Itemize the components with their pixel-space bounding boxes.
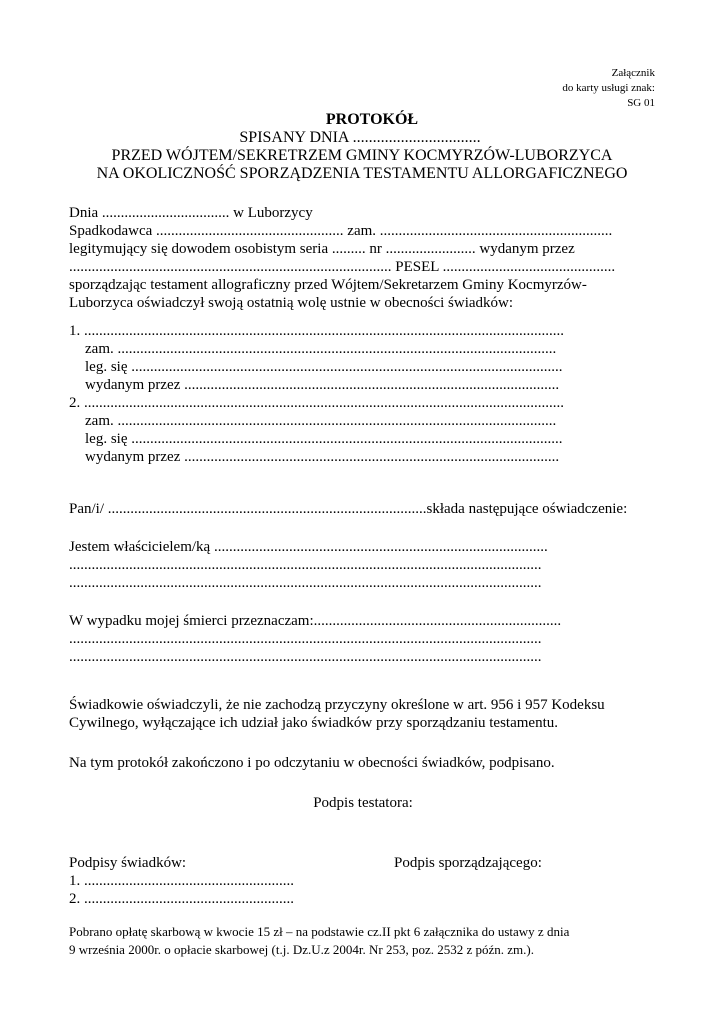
declaration-line-2: Cywilnego, wyłączające ich udział jako świadków przy sporządzaniu testamentu. [69,715,558,731]
bequest-line: W wypadku mojej śmierci przeznaczam:.................................................................. [69,613,562,629]
witness-signature-1: 1. ........................................................ [69,873,294,889]
pesel-line: ...................................................................................... PESEL .............................................. [69,259,616,275]
annex-label: Załącznik [611,67,655,79]
fee-line-2: 9 września 2000r. o opłacie skarbowej (t.j. Dz.U.z 2004r. Nr 253, poz. 2532 z późn. zm.). [69,942,534,957]
witness-2-address-line: zam. ..................................................................................................................... [85,413,557,429]
ownership-line: Jestem właścicielem/ką ......................................................................................... [69,539,548,555]
annex-note [562,66,655,111]
title-occasion-line: NA OKOLICZNOŚĆ SPORZĄDZENIA TESTAMENTU ALLORGAFICZNEGO [96,165,628,182]
witness-2-name-line: 2. ................................................................................................................................ [69,395,564,411]
witness-block-2 [69,394,657,466]
document-body [69,204,657,960]
ownership-dots-1: .............................................................................................................................. [69,557,542,573]
annex-code: SG 01 [627,97,655,109]
title-date-line: SPISANY DNIA ................................ [239,129,481,146]
witness-signature-2: 2. ........................................................ [69,891,294,907]
signatures-section [69,854,657,908]
ownership-block [69,538,657,592]
title-before-line: PRZED WÓJTEM/SEKRETRZEM GMINY KOCMYRZÓW-LUBORZYCA [111,147,613,164]
intro-text-line-1: sporządzając testament allograficzny przed Wójtem/Sekretarzem Gminy Kocmyrzów- [69,277,587,293]
document-title [0,110,724,183]
witness-declaration [69,696,657,732]
ownership-dots-2: .............................................................................................................................. [69,575,542,591]
witness-2-issued-line: wydanym przez .................................................................................................... [85,449,560,465]
title-protocol: PROTOKÓŁ [325,111,419,128]
declaration-line-1: Świadkowie oświadczyli, że nie zachodzą przyczyny określone w art. 956 i 957 Kodeksu [69,697,605,713]
witness-2-id-line: leg. się ................................................................................................................... [85,431,563,447]
id-document-line: legitymujący się dowodem osobistym seria ......... nr ........................ wydanym przez [69,241,575,257]
bequest-dots-2: .............................................................................................................................. [69,649,542,665]
testator-line: Spadkodawca .................................................. zam. .............................................................. [69,223,613,239]
bequest-dots-1: .............................................................................................................................. [69,631,542,647]
declarant-line: Pan/i/ .....................................................................................składa następujące oświadczenie: [69,501,628,517]
witness-signatures [69,854,294,908]
preparer-signature-label: Podpis sporządzającego: [394,855,542,871]
bequest-block [69,612,657,666]
testator-signature-label: Podpis testatora: [313,795,413,811]
witness-1-issued-line: wydanym przez .................................................................................................... [85,377,560,393]
closing-line: Na tym protokół zakończono i po odczytaniu w obecności świadków, podpisano. [69,755,555,771]
witness-1-id-line: leg. się ................................................................................................................... [85,359,563,375]
annex-card-ref: do karty usługi znak: [562,82,655,94]
witness-1-address-line: zam. ..................................................................................................................... [85,341,557,357]
witness-block-1 [69,322,657,394]
intro-text-line-2: Luborzyca oświadczył swoją ostatnią wolę ustnie w obecności świadków: [69,295,514,311]
witness-1-name-line: 1. ................................................................................................................................ [69,323,564,339]
fee-line-1: Pobrano opłatę skarbową w kwocie 15 zł – na podstawie cz.II pkt 6 załącznika do ustawy z dnia [69,924,570,939]
date-place-line: Dnia .................................. w Luborzycy [69,205,313,221]
preparer-signature [394,854,542,872]
witness-signatures-label: Podpisy świadków: [69,855,187,871]
stamp-fee-note [69,924,657,960]
